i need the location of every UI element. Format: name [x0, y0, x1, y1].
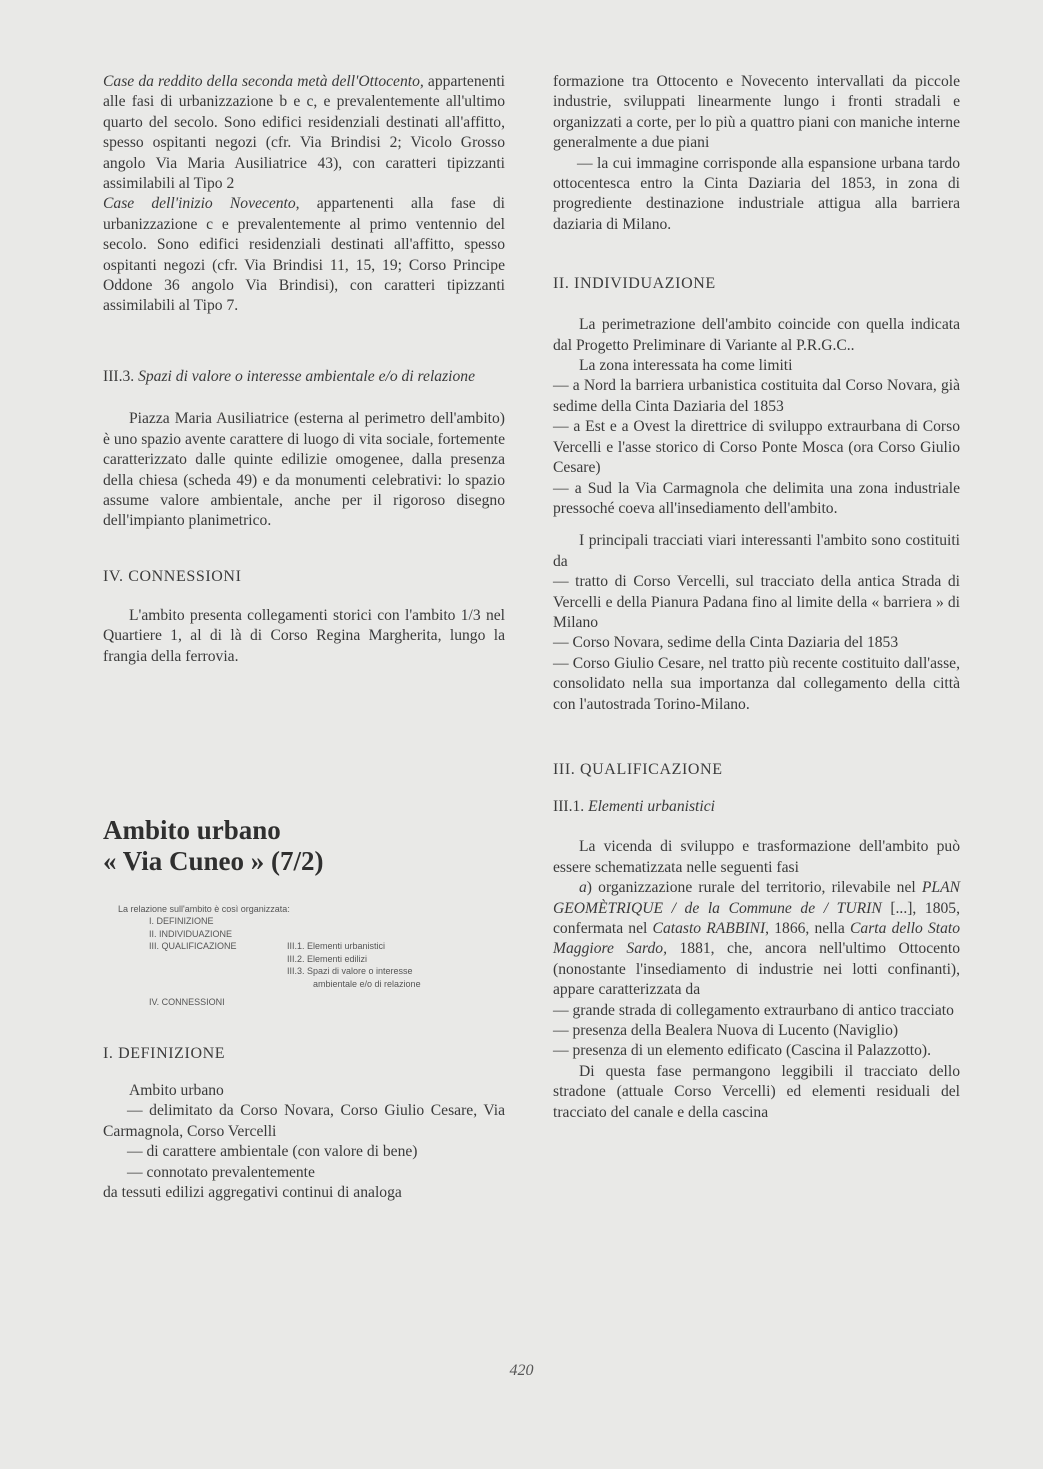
section-heading-iii3: [103, 367, 505, 387]
toc-row: [149, 940, 505, 953]
toc-row: [149, 953, 505, 966]
title-line: Ambito urbano: [103, 814, 281, 845]
paragraph-continuation: da tessuti edilizi aggregativi continui di analoga: [103, 1183, 402, 1201]
list-item: — connotato prevalentemente: [127, 1163, 315, 1181]
page-number: 420: [509, 1362, 534, 1379]
italic-term: Case da reddito della seconda metà dell'Ottocento,: [103, 73, 424, 90]
section-title: Spazi di valore o interesse ambientale e/o di relazione: [138, 367, 476, 385]
paragraph-permangono: Di questa fase permangono leggibili il tracciato dello stradone (attuale Corso Vercelli) ed elementi residuali del tracciato del canale e della cascina: [553, 1062, 960, 1121]
list-item: — a Sud la Via Carmagnola che delimita una zona industriale pressoché coeva all'insediamento dell'ambito.: [553, 479, 960, 517]
right-column: [553, 72, 960, 1123]
paragraph-piazza: Piazza Maria Ausiliatrice (esterna al perimetro dell'ambito) è uno spazio avente carattere di luogo di vita sociale, fortemente caratterizzato dalle quinte edilizie omogenee, dalla presenza della chiesa (scheda 49) e da monumenti celebrativi: lo spazio assume valore ambientale, anche per il rigoroso disegno dell'impianto planimetrico.: [103, 410, 505, 530]
list-item: — a Nord la barriera urbanistica costituita dal Corso Novara, già sedime della Cinta Daziaria del 1853: [553, 377, 960, 415]
list-letter: a: [579, 879, 587, 897]
title-line: « Via Cuneo » (7/2): [103, 845, 324, 876]
toc-item: II. INDIVIDUAZIONE: [149, 928, 233, 939]
list-item: — grande strada di collegamento extraurbano di antico tracciato: [553, 1001, 954, 1019]
toc-intro: La relazione sull'ambito è così organizzata:: [118, 903, 290, 914]
section-number: III.1.: [553, 797, 589, 815]
toc-subitem: III.3. Spazi di valore o interesse: [287, 966, 413, 977]
text-run: ) organizzazione rurale del territorio, rilevabile nel: [586, 879, 922, 897]
text-run: 1881, che, ancora nell'ultimo Ottocento (nonostante l'insediamento di industrie nei lotti confinanti), appare caratterizzata da: [553, 940, 960, 999]
section-heading-i: I. DEFINIZIONE: [103, 1044, 226, 1062]
toc-subitem: III.2. Elementi edilizi: [287, 953, 368, 964]
section-heading-iii: III. QUALIFICAZIONE: [553, 760, 723, 778]
paragraph-ambito: Ambito urbano: [129, 1081, 224, 1099]
paragraph-limiti: La zona interessata ha come limiti: [579, 357, 793, 375]
paragraph-tracciati: I principali tracciati viari interessanti l'ambito sono costituiti da: [553, 532, 960, 570]
document-title: [103, 815, 505, 877]
toc-item: III. QUALIFICAZIONE: [149, 941, 237, 952]
list-item: — tratto di Corso Vercelli, sul tracciato della antica Strada di Vercelli e della Pianura Padana fino al limite della « barriera » di Milano: [553, 573, 960, 631]
paragraph-fase-a: [553, 878, 960, 1000]
text-run: [...], 1805, confermata nel: [553, 899, 960, 937]
toc-row: [149, 978, 505, 991]
toc-item: I. DEFINIZIONE: [149, 916, 214, 927]
list-item: — di carattere ambientale (con valore di bene): [127, 1143, 418, 1161]
section-heading-ii: II. INDIVIDUAZIONE: [553, 275, 716, 293]
paragraph-case-novecento: [103, 194, 505, 316]
list-item: — presenza di un elemento edificato (Cascina il Palazzotto).: [553, 1042, 932, 1060]
italic-term: Case dell'inizio Novecento,: [103, 195, 300, 213]
paragraph-text: appartenenti alla fase di urbanizzazione c e prevalentemente al primo ventennio del secolo. Sono edifici residenziali destinati all'affitto, spesso ospitanti negozi (cfr. Via Brindisi 11, 15, 19; Corso Principe Oddone 36 angolo Via Brindisi), con caratteri tipizzanti assimilabili al Tipo 7.: [103, 195, 505, 315]
italic-citation: Carta dello Stato Maggiore Sardo,: [553, 920, 960, 958]
list-item: — la cui immagine corrisponde alla espansione urbana tardo ottocentesca entro la Cinta Daziaria del 1853, in zona di progrediente destinazione industriale attigua alla barriera daziaria di Milano.: [553, 154, 960, 233]
section-number: III.3.: [103, 367, 139, 385]
table-of-contents: [103, 903, 505, 1009]
italic-citation: PLAN GEOMÈTRIQUE / de la Commune de / TURIN: [553, 879, 960, 917]
list-item: — presenza della Bealera Nuova di Lucento (Naviglio): [553, 1022, 899, 1040]
paragraph-vicenda: La vicenda di sviluppo e trasformazione dell'ambito può essere schematizzata nelle seguenti fasi: [553, 838, 960, 876]
paragraph-case-ottocento: [103, 72, 505, 194]
italic-citation: Catasto RABBINI: [652, 920, 766, 937]
text-run: , 1866, nella: [765, 920, 850, 937]
left-column: [103, 72, 505, 1203]
paragraph-continued: formazione tra Ottocento e Novecento intervallati da piccole industrie, sviluppati linearmente lungo i fronti stradali e organizzati a corte, per lo più a quattro piani con maniche interne generalmente a due piani: [553, 73, 960, 152]
paragraph-perimetrazione: La perimetrazione dell'ambito coincide con quella indicata dal Progetto Preliminare di Variante al P.R.G.C..: [553, 316, 960, 354]
section-heading-iii1: [553, 797, 960, 817]
list-item: — delimitato da Corso Novara, Corso Giulio Cesare, Via Carmagnola, Corso Vercelli: [103, 1102, 505, 1140]
section-title: Elementi urbanistici: [588, 797, 715, 815]
section-heading-iv: IV. CONNESSIONI: [103, 567, 242, 585]
paragraph-text: appartenenti alle fasi di urbanizzazione b e c, e prevalentemente all'ultimo quarto del secolo. Sono edifici residenziali destinati all'affitto, spesso ospitanti negozi (cfr. Via Brindisi 2; Vicolo Grosso angolo Via Maria Ausiliatrice 43), con caratteri tipizzanti assimilabili al Tipo 2: [103, 73, 505, 193]
toc-subitem: III.1. Elementi urbanistici: [287, 941, 386, 952]
toc-item: IV. CONNESSIONI: [149, 997, 225, 1008]
list-item: — Corso Giulio Cesare, nel tratto più recente costituito dall'asse, consolidato nella sua importanza dal collegamento della città con l'autostrada Torino-Milano.: [553, 654, 960, 713]
paragraph-connessioni: L'ambito presenta collegamenti storici con l'ambito 1/3 nel Quartiere 1, al di là di Corso Regina Margherita, lungo la frangia della ferrovia.: [103, 606, 505, 665]
toc-subitem: ambientale e/o di relazione: [313, 978, 421, 989]
toc-row: [149, 965, 505, 978]
list-item: — Corso Novara, sedime della Cinta Daziaria del 1853: [553, 634, 899, 652]
list-item: — a Est e a Ovest la direttrice di sviluppo extraurbana di Corso Vercelli e l'asse storico di Corso Ponte Mosca (ora Corso Giulio Cesare): [553, 418, 960, 477]
